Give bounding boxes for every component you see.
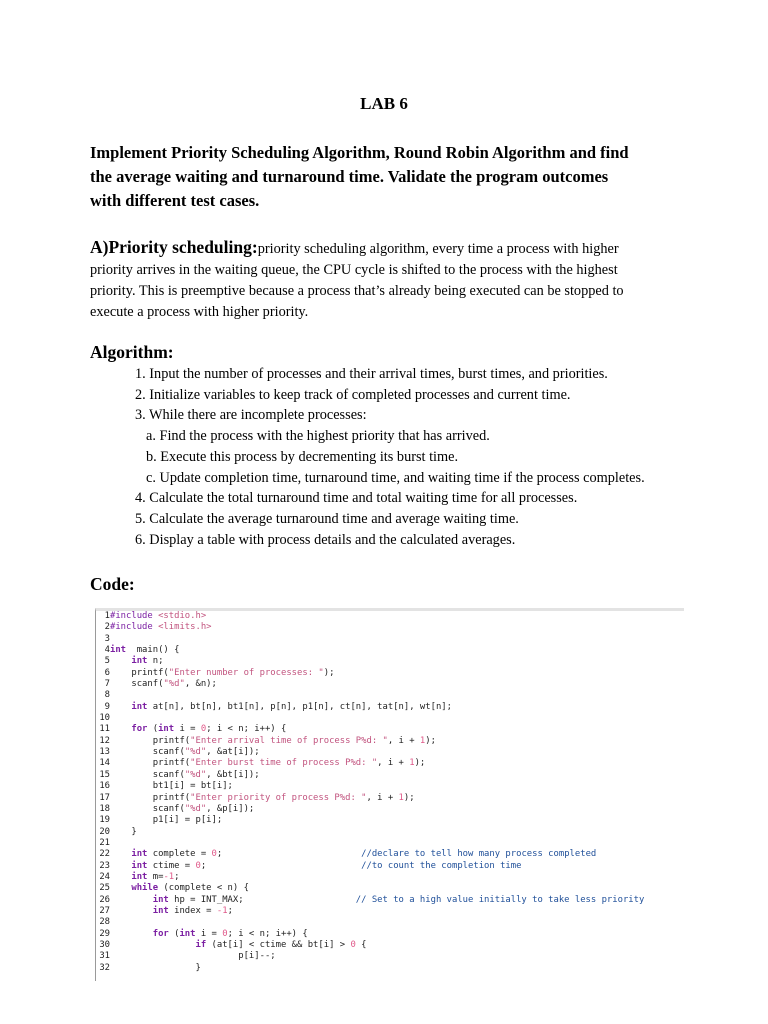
line-number: 2 [104, 622, 110, 633]
code-text: #include <limits.h> [110, 622, 212, 633]
code-line [96, 668, 684, 679]
code-line [96, 917, 684, 928]
code-text: int m=-1; [131, 871, 180, 882]
line-number: 29 [99, 928, 110, 939]
code-line [96, 861, 684, 872]
line-number: 11 [99, 724, 110, 735]
line-number: 6 [104, 667, 110, 678]
section-a-text: priority scheduling algorithm, every time a process with higher [257, 241, 619, 257]
algorithm-step: 4. Calculate the total turnaround time and total waiting time for all processes. [135, 490, 578, 507]
line-number: 30 [99, 939, 110, 950]
line-number: 16 [99, 781, 110, 792]
code-text: printf("Enter arrival time of process P%d: ", i + 1); [110, 735, 436, 746]
code-text: scanf("%d", &p[i]); [110, 803, 255, 814]
code-text: int n; [131, 656, 164, 667]
algorithm-step: b. Execute this process by decrementing its burst time. [146, 448, 459, 465]
code-line [96, 963, 684, 974]
heading-line: with different test cases. [90, 191, 260, 210]
code-text: if (at[i] < ctime && bt[i] > 0 { [195, 939, 367, 950]
algorithm-step: 6. Display a table with process details and the calculated averages. [135, 531, 516, 548]
assignment-heading [90, 141, 710, 213]
code-text: #include <stdio.h> [110, 611, 207, 621]
algorithm-steps [0, 364, 768, 550]
line-number: 32 [99, 962, 110, 973]
heading-line: the average waiting and turnaround time. Validate the program outcomes [90, 167, 609, 186]
code-text: scanf("%d", &at[i]); [110, 747, 260, 758]
line-number: 13 [99, 747, 110, 758]
line-number: 22 [99, 849, 110, 860]
code-line [96, 929, 684, 940]
line-number: 4 [104, 645, 110, 656]
code-text: int complete = 0; //declare to tell how many process completed [131, 849, 597, 860]
code-title: Code: [90, 574, 135, 594]
code-text: int ctime = 0; //to count the completion time [131, 860, 522, 871]
algorithm-step: 2. Initialize variables to keep track of completed processes and current time. [135, 386, 571, 403]
code-line [96, 758, 684, 769]
section-a-title: A)Priority scheduling: [90, 237, 258, 257]
code-text: while (complete < n) { [131, 883, 249, 894]
algorithm-step: a. Find the process with the highest priority that has arrived. [146, 428, 490, 445]
code-text: } [110, 962, 201, 973]
code-line [96, 656, 684, 667]
heading-line: Implement Priority Scheduling Algorithm, Round Robin Algorithm and find [90, 143, 629, 162]
line-number: 1 [104, 611, 110, 621]
line-number: 18 [99, 803, 110, 814]
code-text: for (int i = 0; i < n; i++) { [152, 928, 308, 939]
code-line [96, 872, 684, 883]
code-text: scanf("%d", &n); [110, 679, 217, 690]
algorithm-step: 1. Input the number of processes and their arrival times, burst times, and priorities. [135, 366, 608, 382]
code-text: scanf("%d", &bt[i]); [110, 769, 260, 780]
code-text: p[i]--; [110, 951, 276, 962]
line-number: 27 [99, 905, 110, 916]
line-number: 3 [104, 633, 110, 644]
code-line [96, 770, 684, 781]
code-line [96, 645, 684, 656]
section-priority-scheduling [90, 237, 730, 323]
code-line [96, 827, 684, 838]
line-number: 14 [99, 758, 110, 769]
code-line [96, 838, 684, 849]
code-line [96, 951, 684, 962]
section-a-text: execute a process with higher priority. [90, 304, 309, 320]
code-line [96, 702, 684, 713]
line-number: 19 [99, 815, 110, 826]
line-number: 5 [104, 656, 110, 667]
line-number: 10 [99, 713, 110, 724]
code-line [96, 883, 684, 894]
line-number: 28 [99, 917, 110, 928]
line-number: 31 [99, 951, 110, 962]
algorithm-title: Algorithm: [90, 342, 174, 362]
code-line [96, 781, 684, 792]
line-number: 7 [104, 679, 110, 690]
line-number: 23 [99, 860, 110, 871]
line-number: 12 [99, 735, 110, 746]
code-text: bt1[i] = bt[i]; [110, 781, 233, 792]
line-number: 21 [99, 837, 110, 848]
code-text: int main() { [110, 645, 180, 656]
code-text: for (int i = 0; i < n; i++) { [131, 724, 287, 735]
code-text: printf("Enter number of processes: "); [110, 667, 335, 678]
code-text: printf("Enter priority of process P%d: ", i + 1); [110, 792, 415, 803]
code-line [96, 815, 684, 826]
line-number: 26 [99, 894, 110, 905]
code-line [96, 906, 684, 917]
code-text: int index = -1; [152, 905, 233, 916]
code-listing [95, 608, 684, 981]
code-line [96, 611, 684, 622]
line-number: 20 [99, 826, 110, 837]
lab-title: LAB 6 [360, 94, 408, 113]
code-text: int at[n], bt[n], bt1[n], p[n], p1[n], ct[n], tat[n], wt[n]; [131, 701, 452, 712]
code-line [96, 940, 684, 951]
line-number: 9 [104, 701, 110, 712]
code-line [96, 895, 684, 906]
code-line [96, 622, 684, 633]
code-line [96, 849, 684, 860]
code-text: p1[i] = p[i]; [110, 815, 223, 826]
line-number: 15 [99, 769, 110, 780]
code-line [96, 736, 684, 747]
code-line [96, 724, 684, 735]
line-number: 17 [99, 792, 110, 803]
algorithm-step: 5. Calculate the average turnaround time and average waiting time. [135, 510, 519, 527]
code-line [96, 804, 684, 815]
code-line [96, 634, 684, 645]
code-line [96, 793, 684, 804]
code-text: printf("Enter burst time of process P%d: ", i + 1); [110, 758, 426, 769]
code-text: int hp = INT_MAX; // Set to a high value initially to take less priority [152, 894, 645, 905]
line-number: 8 [104, 690, 110, 701]
section-a-text: priority. This is preemptive because a process that’s already being executed can be stopped to [90, 283, 624, 299]
line-number: 25 [99, 883, 110, 894]
line-number: 24 [99, 871, 110, 882]
algorithm-step: c. Update completion time, turnaround time, and waiting time if the process completes. [146, 469, 645, 486]
algorithm-step: 3. While there are incomplete processes: [135, 407, 367, 424]
code-line [96, 679, 684, 690]
code-line [96, 713, 684, 724]
code-line [96, 690, 684, 701]
section-a-text: priority arrives in the waiting queue, the CPU cycle is shifted to the process with the highest [90, 262, 618, 278]
code-text: } [110, 826, 137, 837]
code-line [96, 747, 684, 758]
